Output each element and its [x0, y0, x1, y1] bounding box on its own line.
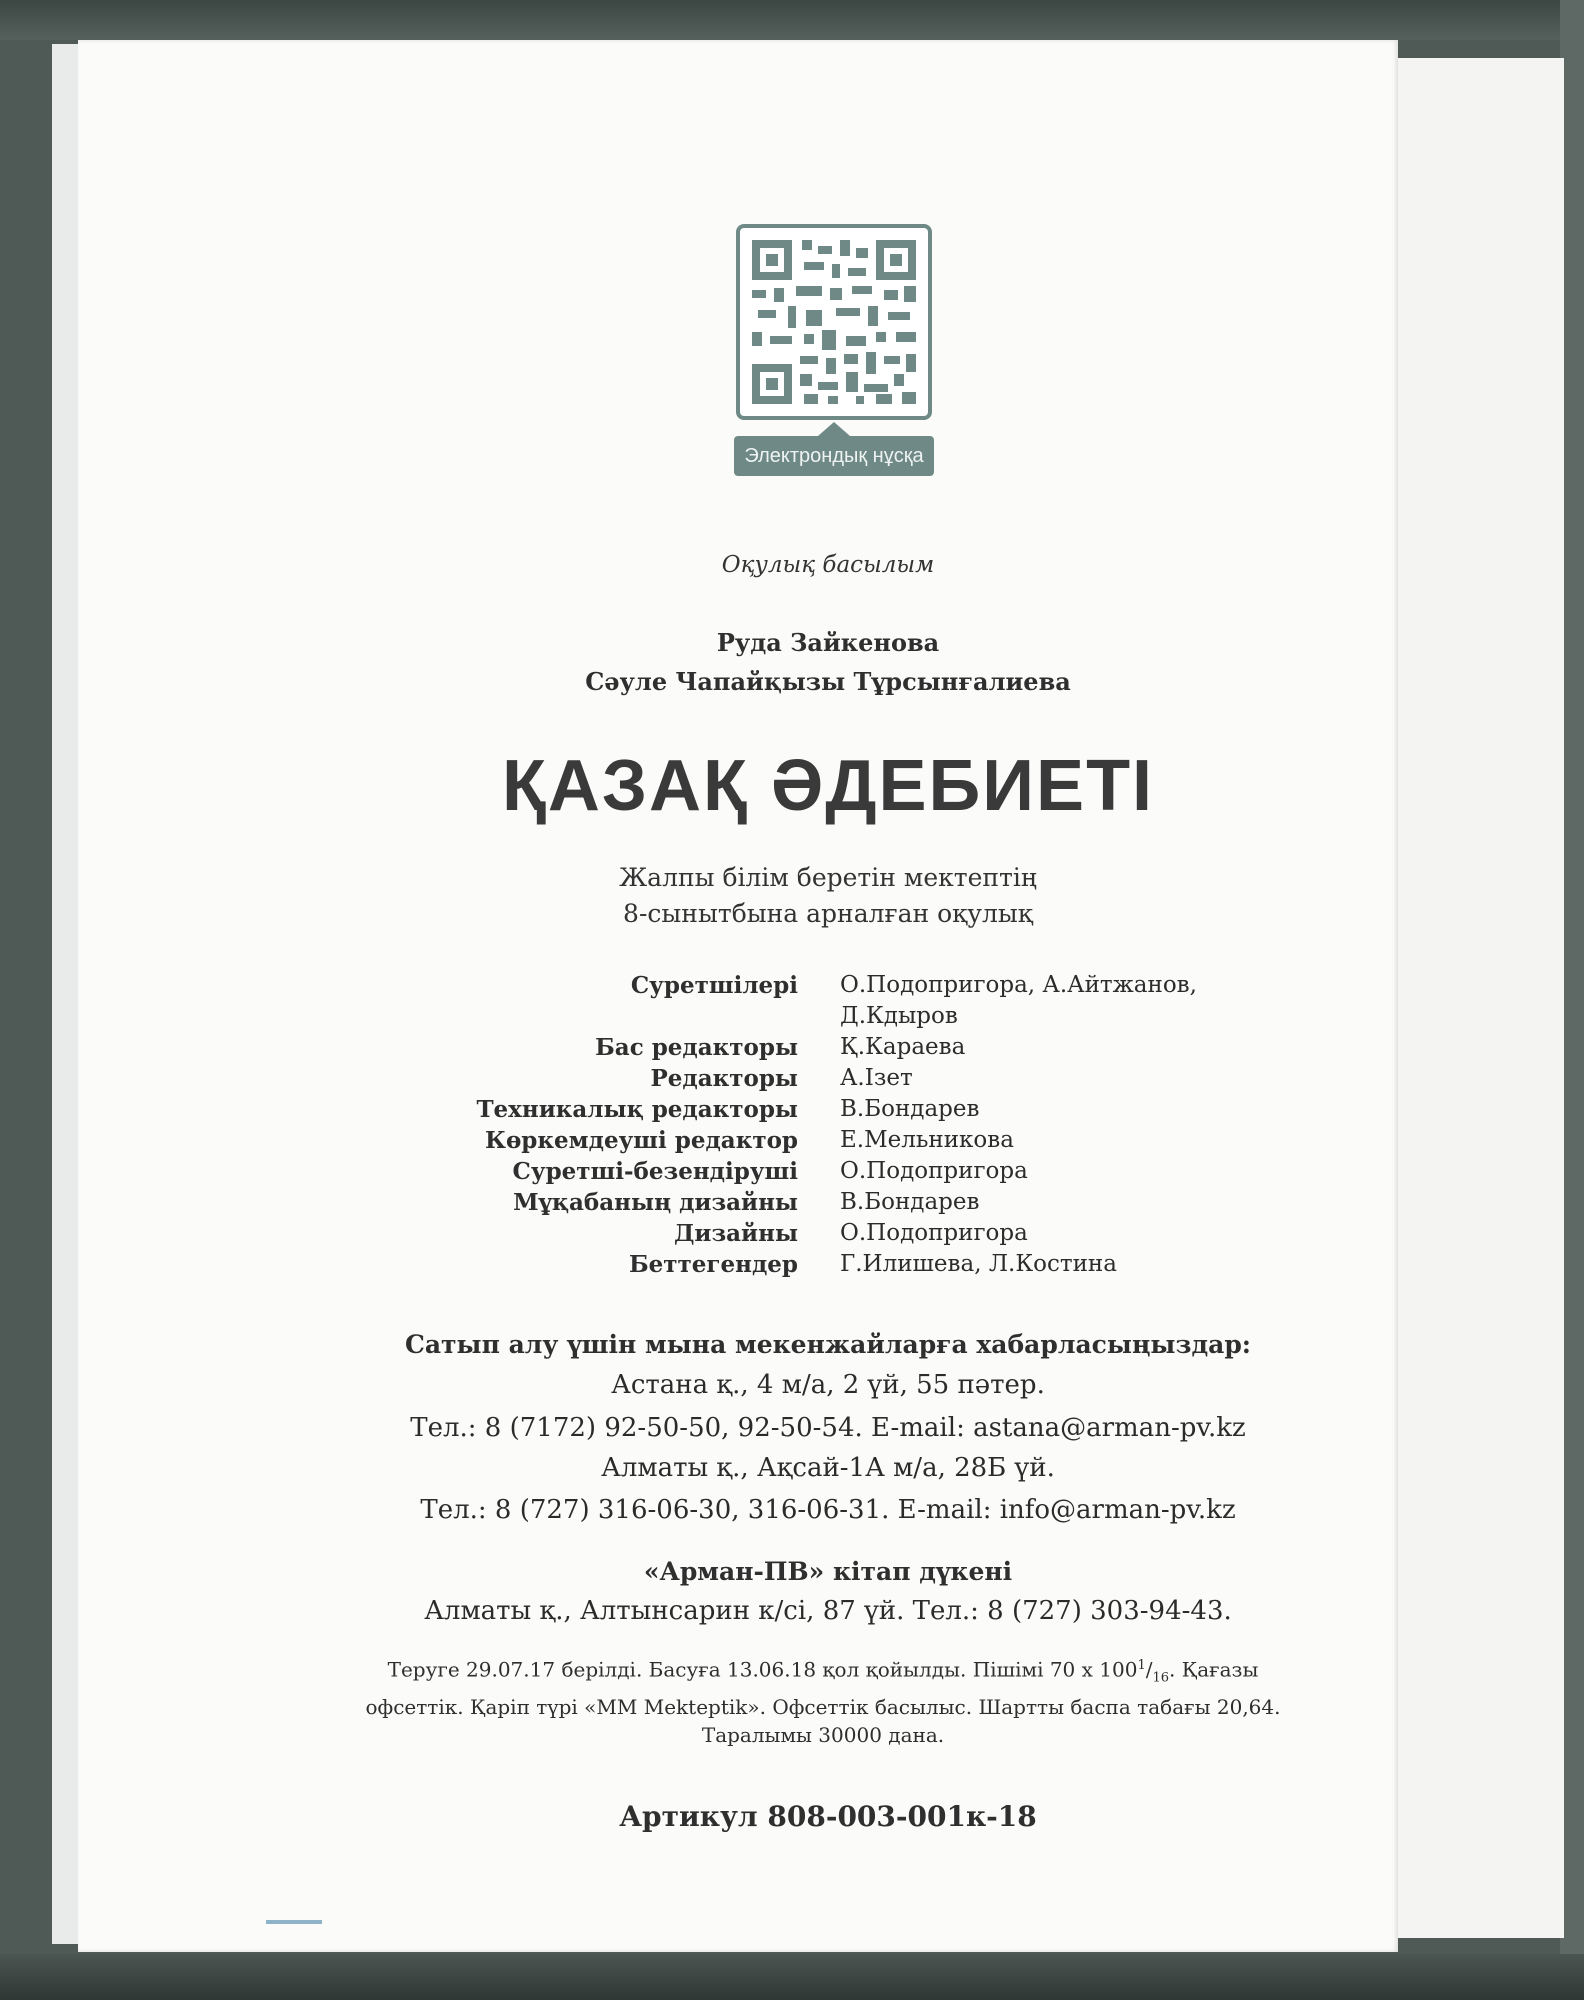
contact-line: Астана қ., 4 м/а, 2 үй, 55 пәтер. [611, 1370, 1045, 1400]
credit-row [428, 1218, 1328, 1249]
credit-row [428, 1156, 1328, 1187]
imprint-line: Таралымы 30000 дана. [701, 1722, 945, 1747]
credit-role: Суретшілері [630, 972, 798, 999]
credit-role: Мұқабаның дизайны [513, 1189, 798, 1216]
credits-list [428, 970, 1328, 1280]
store-name: «Арман-ПВ» кітап дүкені [643, 1557, 1013, 1586]
credit-row [428, 1032, 1328, 1063]
book-subtitle: Жалпы білім беретін мектептің [619, 863, 1037, 892]
credit-name: О.Подопригора [840, 1158, 1028, 1184]
credit-role: Беттегендер [628, 1251, 798, 1278]
author-name: Сәуле Чапайқызы Тұрсынғалиева [585, 667, 1071, 696]
credit-role: Бас редакторы [595, 1034, 798, 1061]
credit-row [428, 1001, 1328, 1032]
imprint-text: . Қағазы [1169, 1657, 1259, 1682]
imprint-line: офсеттік. Қаріп түрі «ММ Mekteptik». Офсеттік басылыс. Шартты баспа табағы 20,64. [365, 1694, 1281, 1719]
contact-line: Тел.: 8 (727) 316-06-30, 316-06-31. E-mail: info@arman-pv.kz [420, 1495, 1236, 1525]
qr-code-icon[interactable] [736, 224, 932, 420]
format-fraction-numerator: 1 [1137, 1658, 1146, 1673]
credit-row [428, 1063, 1328, 1094]
article-number: Артикул 808-003-001к-18 [619, 1800, 1037, 1833]
credit-name: В.Бондарев [840, 1189, 980, 1215]
publication-type: Оқулық басылым [721, 552, 935, 578]
electronic-version-label[interactable]: Электрондық нұсқа [734, 436, 934, 476]
credit-role: Көркемдеуші редактор [485, 1127, 798, 1154]
page-tab-mark [266, 1920, 322, 1924]
imprint-line: Теруге 29.07.17 берілді. Басуға 13.06.18 қол қойылды. Пішімі 70 х $100^1/_{16}$. Қағазы [387, 1657, 1259, 1686]
credit-row [428, 1249, 1328, 1280]
underlying-page [1378, 58, 1564, 1938]
credit-role [428, 1001, 798, 1032]
credit-role: Редакторы [650, 1065, 798, 1092]
imprint-page [78, 40, 1398, 1952]
credit-name: А.Ізет [840, 1065, 913, 1091]
format-fraction-denominator: 16 [1152, 1670, 1170, 1686]
contact-line: Тел.: 8 (7172) 92-50-50, 92-50-54. E-mail: astana@arman-pv.kz [410, 1413, 1246, 1443]
credit-name: О.Подопригора [840, 1220, 1028, 1246]
credit-role: Суретші-безендіруші [512, 1158, 798, 1185]
imprint-details [278, 1652, 1368, 1749]
credit-name: О.Подопригора, А.Айтжанов, [840, 972, 1197, 998]
credit-row [428, 970, 1328, 1001]
qr-block [656, 184, 934, 484]
contact-line: Алматы қ., Ақсай-1А м/а, 28Б үй. [601, 1453, 1055, 1483]
credit-row [428, 1125, 1328, 1156]
book-cover-edge-top [0, 0, 1584, 40]
credit-name: Қ.Караева [840, 1034, 966, 1060]
credit-name: В.Бондарев [840, 1096, 980, 1122]
store-address: Алматы қ., Алтынсарин к/сі, 87 үй. Тел.: 8 (727) 303-94-43. [424, 1596, 1232, 1626]
credit-row [428, 1187, 1328, 1218]
credit-name: Г.Илишева, Л.Костина [840, 1251, 1117, 1277]
author-name: Руда Зайкенова [716, 628, 940, 657]
book-subtitle: 8-сынытбына арналған оқулық [623, 899, 1033, 928]
credit-name: Е.Мельникова [840, 1127, 1014, 1153]
page-stack-left [52, 44, 81, 1944]
book-cover-edge-bottom [0, 1954, 1584, 2000]
contacts-heading: Сатып алу үшін мына мекенжайларға хабарласыңыздар: [404, 1330, 1252, 1359]
credit-role: Дизайны [673, 1220, 798, 1247]
credit-row [428, 1094, 1328, 1125]
book-title: ҚАЗАҚ ӘДЕБИЕТІ [501, 746, 1155, 826]
imprint-text: Теруге 29.07.17 берілді. Басуға 13.06.18 қол қойылды. Пішімі 70 х 100 [387, 1657, 1138, 1682]
credit-role: Техникалық редакторы [476, 1096, 798, 1123]
credit-name: Д.Кдыров [840, 1003, 958, 1029]
